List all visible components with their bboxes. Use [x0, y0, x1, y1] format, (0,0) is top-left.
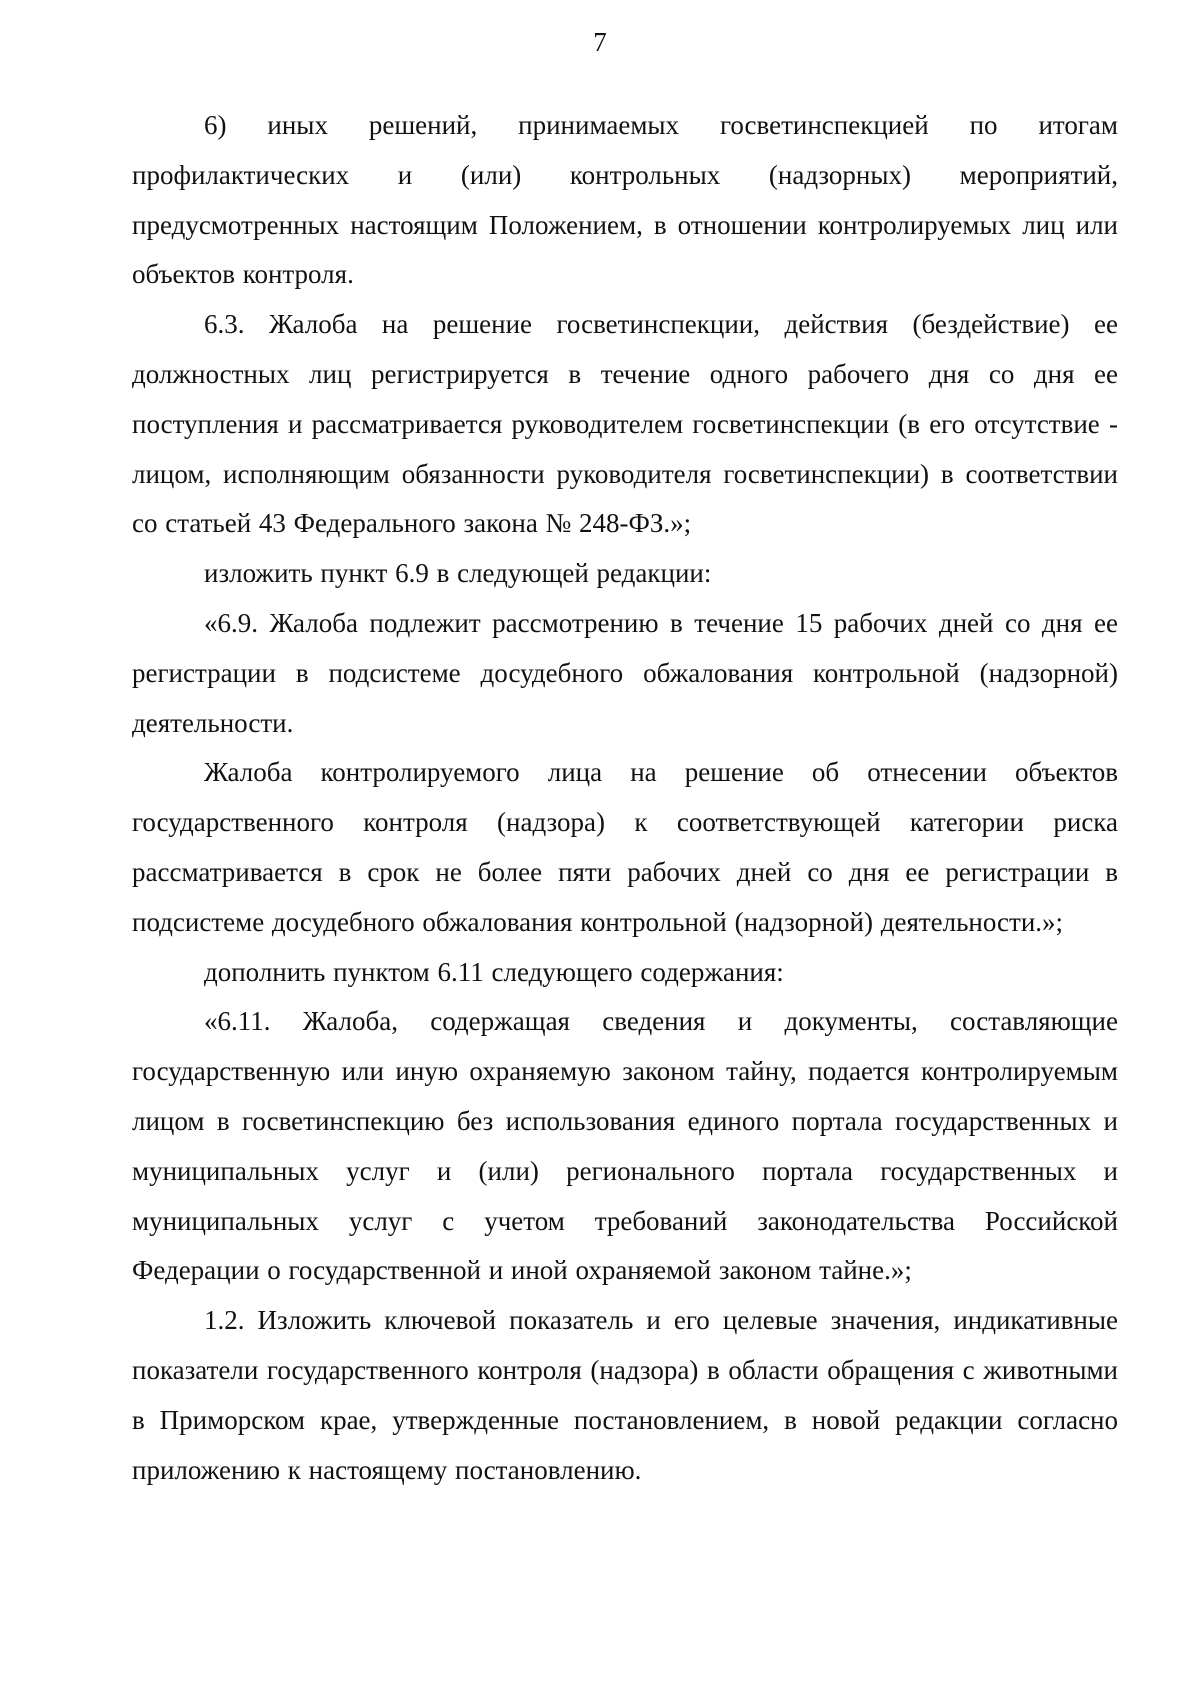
paragraph-amend-6-11: дополнить пунктом 6.11 следующего содержания:	[204, 956, 784, 987]
paragraph-clause-6-11: «6.11. Жалоба, содержащая сведения и документы, составляющие государственную или иную охраняемую законом тайну, подается контролируемым лицом в госветинспекцию без использования единого портала государственных и муниципальных услуг и (или) регионального портала государственных и муниципальных услуг с учетом требований законодательства Российской Федерации о государственной и иной охраняемой законом тайне.»;	[132, 1006, 1118, 1286]
page-number: 7	[593, 27, 607, 57]
paragraph-amend-6-9: изложить пункт 6.9 в следующей редакции:	[204, 558, 712, 589]
document-body	[132, 101, 1118, 1495]
paragraph-item-6: 6) иных решений, принимаемых госветинспекцией по итогам профилактических и (или) контрольных (надзорных) мероприятий, предусмотренных настоящим Положением, в отношении контролируемых лиц или объектов контроля.	[132, 110, 1118, 290]
paragraph-section-1-2: 1.2. Изложить ключевой показатель и его целевые значения, индикативные показатели государственного контроля (надзора) в области обращения с животными в Приморском крае, утвержденные постановлением, в новой редакции согласно приложению к настоящему постановлению.	[132, 1305, 1118, 1485]
paragraph-complaint-risk: Жалоба контролируемого лица на решение об отнесении объектов государственного контроля (надзора) к соответствующей категории риска рассматривается в срок не более пяти рабочих дней со дня ее регистрации в подсистеме досудебного обжалования контрольной (надзорной) деятельности.»;	[132, 757, 1118, 937]
paragraph-clause-6-3: 6.3. Жалоба на решение госветинспекции, действия (бездействие) ее должностных лиц регистрируется в течение одного рабочего дня со дня ее поступления и рассматривается руководителем госветинспекции (в его отсутствие - лицом, исполняющим обязанности руководителя госветинспекции) в соответствии со статьей 43 Федерального закона № 248-ФЗ.»;	[132, 309, 1118, 539]
paragraph-clause-6-9: «6.9. Жалоба подлежит рассмотрению в течение 15 рабочих дней со дня ее регистрации в подсистеме досудебного обжалования контрольной (надзорной) деятельности.	[132, 607, 1118, 738]
